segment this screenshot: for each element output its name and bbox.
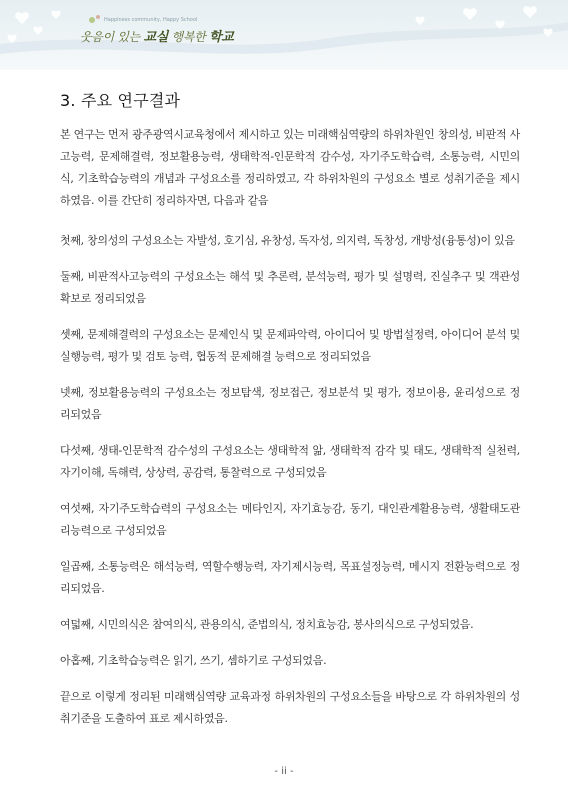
paragraph: 첫째, 창의성의 구성요소는 자발성, 호기심, 유창성, 독자성, 의지력, 독창성, 개방성(융통성)이 있음 <box>60 234 515 247</box>
main-content <box>60 88 520 744</box>
logo-text-part: 행복한 <box>168 30 209 44</box>
paragraph: 다섯째, 생태-인문학적 감수성의 구성요소는 생태학적 앎, 생태학적 감각 및 태도, 생태학적 실천력, 자기이해, 독해력, 상상력, 공감력, 통찰력으로 구성되었음 <box>60 444 520 479</box>
paragraph: 둘째, 비판적사고능력의 구성요소는 해석 및 추론력, 분석능력, 평가 및 설명력, 진실추구 및 객관성 확보로 정리되었음 <box>60 270 520 305</box>
section-title: 3. 주요 연구결과 <box>60 91 181 110</box>
logo <box>80 26 233 45</box>
paragraph: 여덟째, 시민의식은 참여의식, 관용의식, 준법의식, 정치효능감, 봉사의식으로 구성되었음. <box>60 618 474 631</box>
paragraph: 끝으로 이렇게 정리된 미래핵심역량 교육과정 하위차원의 구성요소들을 바탕으로 각 하위차원의 성취기준을 도출하여 표로 제시하였음. <box>60 690 520 725</box>
paragraph: 넷째, 정보활용능력의 구성요소는 정보탐색, 정보접근, 정보분석 및 평가, 정보이용, 윤리성으로 정리되었음 <box>60 386 520 421</box>
paragraph: 여섯째, 자기주도학습력의 구성요소는 메타인지, 자기효능감, 동기, 대인관계활용능력, 생활태도관리능력으로 구성되었음 <box>60 502 520 537</box>
logo-small-text: Happiness community, Happy School <box>104 17 198 23</box>
paragraph: 일곱째, 소통능력은 해석능력, 역할수행능력, 자기제시능력, 목표설정능력, 메시지 전환능력으로 정리되었음. <box>60 560 520 595</box>
paragraph: 아홉째, 기초학습능력은 읽기, 쓰기, 셈하기로 구성되었음. <box>60 654 327 667</box>
page-header-banner <box>0 0 568 70</box>
logo-text-part: 웃음이 있는 <box>80 30 144 44</box>
paragraph: 본 연구는 먼저 광주광역시교육청에서 제시하고 있는 미래핵심역량의 하위차원인 창의성, 비판적 사고능력, 문제해결력, 정보활용능력, 생태학적-인문학적 감수성, 자기주도학습력, 소통능력, 시민의식, 기초학습능력의 개념과 구성요소를 정리하였고, 각 하위차원의 구성요소 별로 성취기준을 제시하였음. 이를 간단히 정리하자면, 다음과 같음 <box>60 128 520 207</box>
logo-text-part: 학교 <box>208 30 234 45</box>
paragraph: 셋째, 문제해결력의 구성요소는 문제인식 및 문제파악력, 아이디어 및 방법설정력, 아이디어 분석 및 실행능력, 평가 및 검토 능력, 협동적 문제해결 능력으로 정리되었음 <box>60 328 520 363</box>
page-number: - ii - <box>274 766 294 777</box>
logo-text-part: 교실 <box>143 30 169 45</box>
